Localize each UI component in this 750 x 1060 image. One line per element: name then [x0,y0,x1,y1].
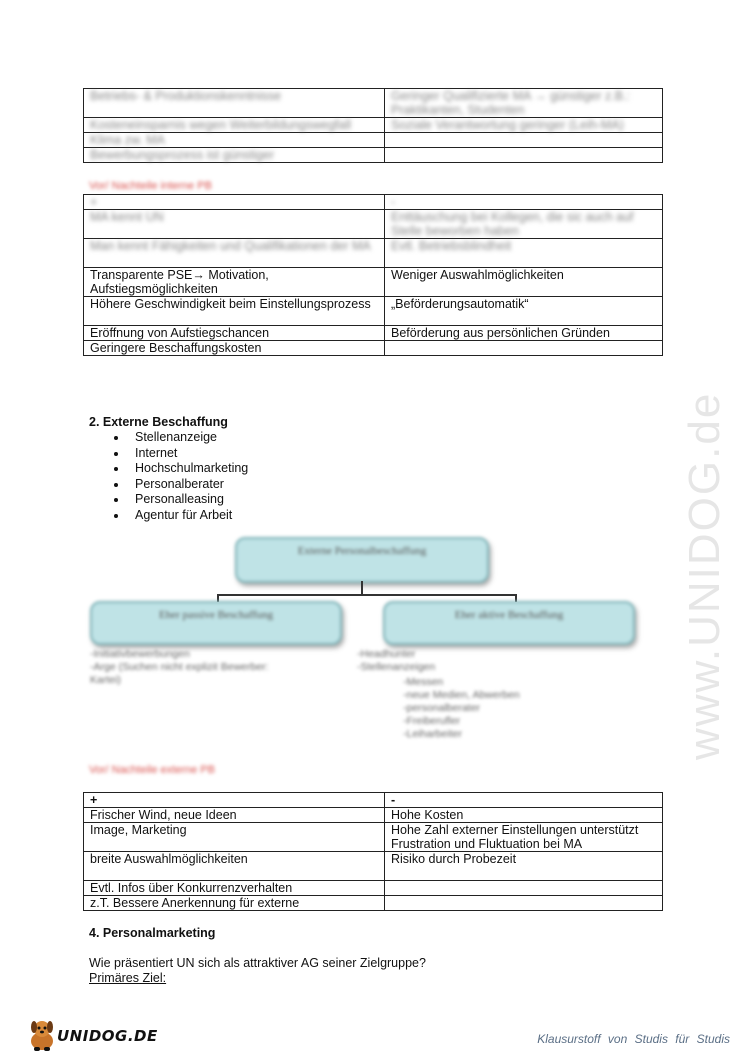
footer-logo [25,1015,158,1055]
table-cell: Beförderung aus persönlichen Gründen [385,326,663,341]
table-row [84,823,663,852]
diagram-left-box [90,601,342,645]
table-row [84,852,663,881]
footer-slogan: Klausurstoff von Studis für Studis [537,1032,730,1046]
list-item: Internet [110,446,248,462]
table-row [84,793,663,808]
table-cell [385,881,663,896]
table-cell: „Beförderungsautomatik“ [385,297,663,326]
table-cell: Klima zw. MA [84,133,385,148]
table-row [84,881,663,896]
table-row [84,210,663,239]
watermark-text: www.UNIDOG.de [680,391,729,760]
bullet-list-external-channels [110,430,248,523]
table-cell [385,133,663,148]
heading-internal-pros-cons: Vor/ Nachteile interne PB [89,180,212,192]
table-row [84,118,663,133]
logo-wordmark: UNIDOG.DE [57,1027,158,1045]
table-cell: + [84,793,385,808]
diagram-item: -Messen [403,676,444,688]
diagram-item: -Initiativbewerbungen [90,648,190,660]
table-cell: Evtl. Infos über Konkurrenzverhalten [84,881,385,896]
table-cell: + [84,195,385,210]
table-cell: Betriebs- & Produktionskenntnisse [84,89,385,118]
table-row [84,326,663,341]
table-cell: Geringer Qualifizierte MA → günstiger z.B.: Praktikanten, Studenten [385,89,663,118]
diagram-top-label: Externe Personalbeschaffung [297,545,427,557]
list-item: Hochschulmarketing [110,461,248,477]
table-cell: Geringere Beschaffungskosten [84,341,385,356]
diagram-item: -personalberater [403,702,481,714]
table-external-pros-cons [83,792,663,911]
table-cell: Hohe Kosten [385,808,663,823]
diagram-item: -neue Medien, Abwerben [403,689,520,701]
table-row [84,239,663,268]
table-cell: Höhere Geschwindigkeit beim Einstellungsprozess [84,297,385,326]
table-row [84,195,663,210]
table-row [84,133,663,148]
table-cell: Bewerbungsprozess ist günstiger [84,148,385,163]
table-cell: MA kennt UN [84,210,385,239]
diagram-item: -Leiharbeiter [403,728,462,740]
table-cell: Kosteneinsparnis wegen Weiterbildungswegfall [84,118,385,133]
table-cell: Frischer Wind, neue Ideen [84,808,385,823]
table-cell [385,341,663,356]
table-row [84,341,663,356]
diagram-item: -Headhunter [357,648,416,660]
table-row [84,896,663,911]
list-item: Agentur für Arbeit [110,508,248,524]
table-cell [385,148,663,163]
diagram-item: Kartei) [90,674,121,686]
diagram-connector [361,581,363,595]
table-internal-pros-cons [83,194,663,356]
table-cell: Risiko durch Probezeit [385,852,663,881]
table-cell: - [385,793,663,808]
table-row [84,297,663,326]
section-title-personnel-marketing: 4. Personalmarketing [89,926,216,940]
diagram-item: -Stellenanzeigen [357,661,436,673]
list-item: Stellenanzeige [110,430,248,446]
diagram-item: -Arge (Suchen nicht explizit Bewerber: [90,661,269,673]
table-cell: Image, Marketing [84,823,385,852]
primary-goal-label: Primäres Ziel: [89,971,167,985]
diagram-item: -Freiberufler [403,715,461,727]
table-row [84,808,663,823]
section-title-external-procurement: 2. Externe Beschaffung [89,415,228,429]
table-row [84,268,663,297]
table-cell: Eröffnung von Aufstiegschancen [84,326,385,341]
diagram-right-subitems [403,676,520,741]
diagram-right-box [383,601,635,645]
dog-mascot-icon [25,1017,59,1053]
table-cell: breite Auswahlmöglichkeiten [84,852,385,881]
table-cell: Man kennt Fähigkeiten und Qualifikationen der MA [84,239,385,268]
table-cell [385,896,663,911]
list-item: Personalleasing [110,492,248,508]
diagram-left-items [90,648,269,687]
external-procurement-diagram [85,535,645,755]
table-cell: Weniger Auswahlmöglichkeiten [385,268,663,297]
table-cell: Hohe Zahl externer Einstellungen unterstützt Frustration und Fluktuation bei MA [385,823,663,852]
diagram-right-items [357,648,435,674]
diagram-connector [217,594,517,596]
table-cell: Enttäuschung bei Kollegen, die sic auch auf Stelle beworben haben [385,210,663,239]
list-item: Personalberater [110,477,248,493]
table-cell: - [385,195,663,210]
diagram-right-label: Eher aktive Beschaffung [454,609,564,621]
table-cell: Transparente PSE→ Motivation, Aufstiegsmöglichkeiten [84,268,385,297]
table-advantages-continued [83,88,663,163]
section-question: Wie präsentiert UN sich als attraktiver AG seiner Zielgruppe? [89,956,426,970]
table-row [84,148,663,163]
table-cell: Soziale Verantwortung geringer (Leih-MA) [385,118,663,133]
table-cell: Evtl. Betriebsblindheit [385,239,663,268]
diagram-top-box [235,537,489,583]
diagram-left-label: Eher passive Beschaffung [158,609,274,621]
heading-external-pros-cons: Vor/ Nachteile externe PB [89,764,215,776]
table-row [84,89,663,118]
table-cell: z.T. Bessere Anerkennung für externe [84,896,385,911]
